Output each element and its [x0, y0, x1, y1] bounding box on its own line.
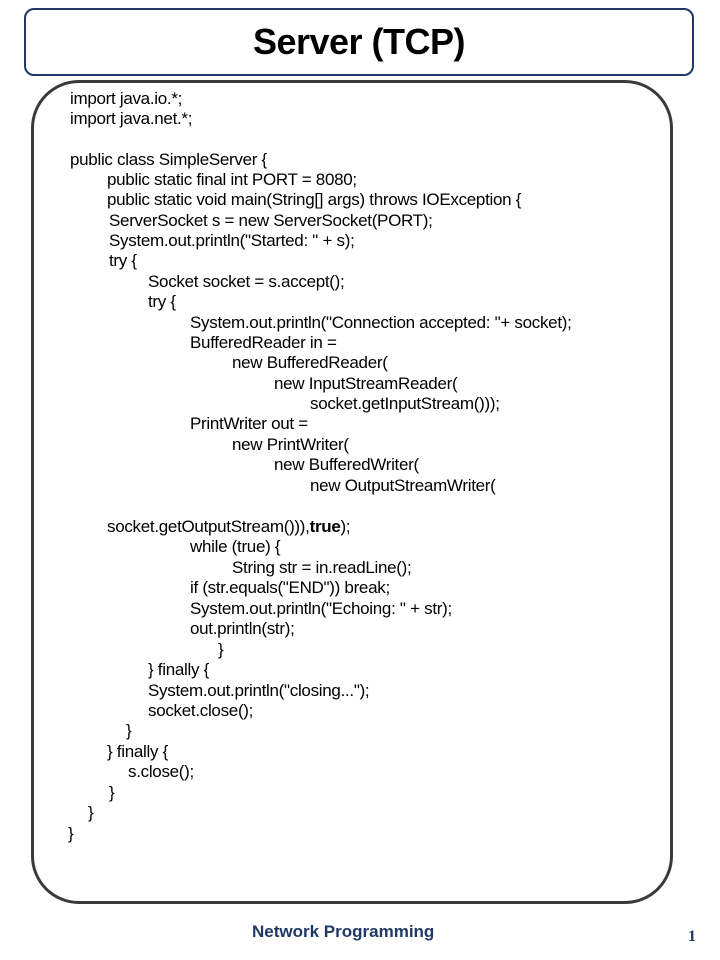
code-line: ServerSocket s = new ServerSocket(PORT); — [109, 211, 433, 230]
page-number: 1 — [688, 928, 696, 945]
code-line: String str = in.readLine(); — [232, 558, 412, 577]
code-line: out.println(str); — [190, 619, 295, 638]
code-line: new PrintWriter( — [232, 435, 349, 454]
code-line: Socket socket = s.accept(); — [148, 272, 345, 291]
code-line: } — [126, 721, 132, 740]
code-line: } finally { — [148, 660, 209, 679]
code-listing — [34, 83, 670, 901]
code-line: s.close(); — [128, 762, 194, 781]
code-line: socket.close(); — [148, 701, 254, 720]
code-line: try { — [109, 251, 137, 270]
slide-title: Server (TCP) — [252, 21, 466, 62]
code-line: while (true) { — [190, 537, 281, 556]
code-line: import java.io.*; — [70, 89, 183, 108]
code-line: System.out.println("Connection accepted: "+ socket); — [190, 313, 572, 332]
code-line: import java.net.*; — [70, 109, 193, 128]
bold-keyword: true — [309, 517, 341, 536]
slide-title-box — [24, 8, 694, 76]
code-line: public static void main(String[] args) throws IOException { — [107, 190, 522, 209]
code-line: new InputStreamReader( — [274, 374, 458, 393]
code-line: new BufferedReader( — [232, 353, 388, 372]
code-line: new OutputStreamWriter( — [310, 476, 496, 495]
code-line: System.out.println("Started: " + s); — [109, 231, 355, 250]
code-listing-box — [31, 80, 673, 904]
code-line: public static final int PORT = 8080; — [107, 170, 357, 189]
code-line: } — [68, 824, 74, 843]
code-line: } — [109, 783, 115, 802]
code-line: } — [88, 803, 94, 822]
code-line: } finally { — [107, 742, 168, 761]
slide-footer: Network Programming — [252, 922, 435, 941]
code-line: BufferedReader in = — [190, 333, 337, 352]
code-fragment: socket.getOutputStream())), — [107, 517, 310, 536]
code-line: System.out.println("Echoing: " + str); — [190, 599, 452, 618]
code-line: new BufferedWriter( — [274, 455, 419, 474]
code-line: public class SimpleServer { — [70, 150, 267, 169]
code-line-bold — [107, 517, 350, 537]
code-line: if (str.equals("END")) break; — [190, 578, 390, 597]
code-line: try { — [148, 292, 176, 311]
code-line: socket.getInputStream())); — [310, 394, 500, 413]
code-line: PrintWriter out = — [190, 414, 308, 433]
code-fragment: ); — [340, 517, 351, 536]
code-line: System.out.println("closing..."); — [148, 681, 370, 700]
code-line: } — [218, 640, 224, 659]
